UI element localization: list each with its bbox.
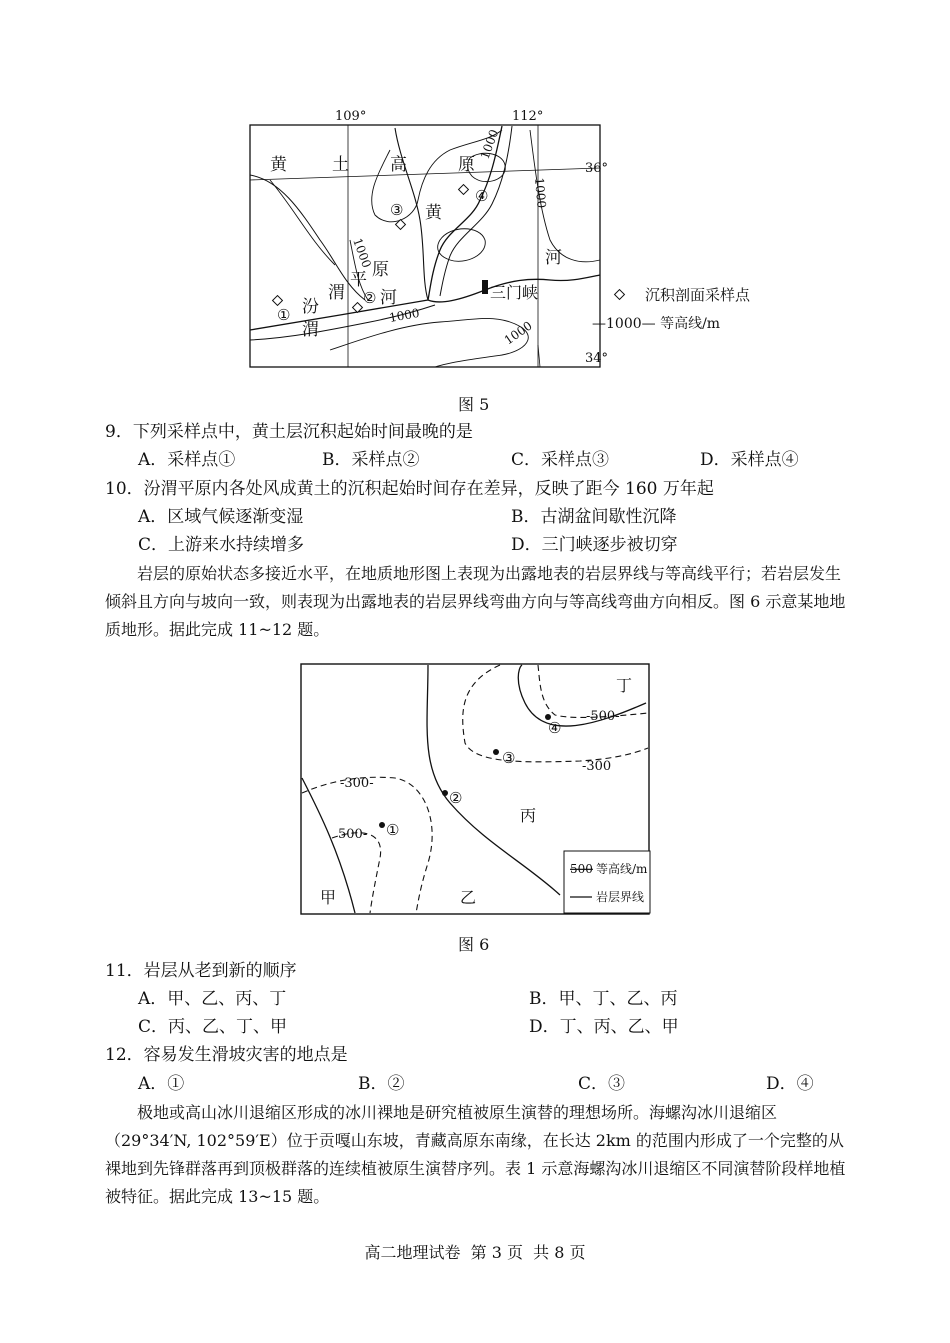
- sanmenxia-marker: [482, 280, 488, 294]
- contour-label-500b: -500-: [586, 709, 620, 724]
- river-huang-label: 黄: [425, 203, 442, 223]
- q9-option-c[interactable]: C．采样点③: [511, 450, 610, 470]
- fig6-point-2: [442, 790, 448, 796]
- q11-option-b[interactable]: B．甲、丁、乙、丙: [529, 989, 678, 1009]
- q11-stem: 11．岩层从老到新的顺序: [105, 961, 297, 981]
- contour-label-a: 1000: [477, 127, 502, 162]
- sample-point-3-label: ③: [390, 201, 404, 219]
- q11-option-d[interactable]: D．丁、丙、乙、甲: [529, 1017, 679, 1037]
- fig6-point-1: [379, 822, 385, 828]
- legend-contour-label: —1000— 等高线/m: [592, 316, 721, 332]
- q9-option-d[interactable]: D．采样点④: [700, 450, 799, 470]
- fig6-legend-contour: 等高线/m: [596, 862, 648, 876]
- layer-yi: 乙: [460, 888, 477, 907]
- plain-char-wei: 渭: [328, 283, 345, 303]
- wei-label: 渭: [302, 320, 319, 340]
- sanmenxia-label: 三门峡: [490, 283, 539, 302]
- figure6-map: [300, 663, 652, 919]
- q12-stem: 12．容易发生滑坡灾害的地点是: [105, 1045, 348, 1065]
- contour-label-b: 1000: [532, 177, 549, 209]
- boundary-yi-bing: [427, 665, 560, 895]
- fig6-point-3: [493, 749, 499, 755]
- contour-loop: [438, 229, 486, 262]
- fig6-point-4-label: ④: [548, 719, 562, 737]
- yellow-river-bank: [440, 126, 512, 296]
- q12-option-d[interactable]: D．④: [766, 1074, 814, 1094]
- layer-bing: 丙: [520, 806, 537, 825]
- page-footer: 高二地理试卷 第 3 页 共 8 页: [364, 1243, 586, 1262]
- loess-char-3: 高: [390, 155, 407, 175]
- fig6-point-3-label: ③: [502, 749, 516, 767]
- q10-option-a[interactable]: A．区域气候逐渐变湿: [138, 507, 304, 527]
- figure5-caption: 图 5: [458, 395, 490, 414]
- contour-label-e: 1000: [501, 318, 535, 348]
- contour-label-500a: 500-: [338, 827, 368, 842]
- fen-label: 汾: [302, 297, 319, 317]
- figure5-map: [240, 100, 800, 375]
- contour-label-300b: -300: [582, 759, 612, 774]
- layer-jia: 甲: [320, 888, 337, 907]
- contour-label-c: 1000: [350, 236, 374, 270]
- river-he-label: 河: [545, 248, 562, 268]
- legend-sample-icon: [615, 290, 625, 300]
- contour-label-300a: -300-: [340, 776, 374, 791]
- loess-char-4: 原: [458, 155, 475, 175]
- sample-point-1-marker: [273, 296, 283, 306]
- sample-point-2-label: ②: [363, 289, 377, 307]
- contour-label-d: 1000: [388, 305, 421, 325]
- fig6-point-2-label: ②: [449, 789, 463, 807]
- lat-36-label: 36°: [585, 161, 609, 176]
- plain-char-yuan: 原: [372, 260, 389, 280]
- fig6-legend-contour-val: 500: [570, 862, 593, 876]
- fig6-legend-boundary: 岩层界线: [596, 890, 645, 904]
- q12-option-a[interactable]: A．①: [138, 1074, 185, 1094]
- figure6-caption: 图 6: [458, 935, 490, 954]
- tributary-w2: [270, 180, 335, 265]
- loess-char-2: 土: [332, 155, 349, 175]
- q9-stem: 9．下列采样点中，黄土层沉积起始时间最晚的是: [105, 422, 473, 442]
- sample-point-1-label: ①: [277, 306, 291, 324]
- q10-option-d[interactable]: D．三门峡逐步被切穿: [511, 535, 678, 555]
- contour-500-west: [332, 833, 381, 913]
- sample-point-4-marker: [459, 185, 469, 195]
- plain-char-he: 河: [380, 288, 397, 308]
- q12-option-c[interactable]: C．③: [578, 1074, 626, 1094]
- fig6-point-1-label: ①: [386, 821, 400, 839]
- intro-q13-15: 极地或高山冰川退缩区形成的冰川裸地是研究植被原生演替的理想场所。海螺沟冰川退缩区（29°34′N, 102°59′E）位于贡嘎山东坡，青藏高原东南缘，在长达 2km 的范围内形成了一个完整的从裸地到先锋群落再到顶极群落的连续植被原生演替序列。表 1 示意海螺沟冰川退缩区不同演替阶段样地植被特征。据此完成 13~15 题。: [105, 1103, 846, 1206]
- q11-option-c[interactable]: C．丙、乙、丁、甲: [138, 1017, 288, 1037]
- loess-char-1: 黄: [270, 155, 287, 175]
- lon-109-label: 109°: [335, 109, 367, 124]
- intro-q11-12: 岩层的原始状态多接近水平，在地质地形图上表现为出露地表的岩层界线与等高线平行；若岩层发生倾斜且方向与坡向一致，则表现为出露地表的岩层界线弯曲方向与等高线弯曲方向相反。图 6 示意某地地质地形。据此完成 11~12 题。: [105, 564, 846, 639]
- yellow-river-main: [428, 126, 600, 302]
- sample-point-4-label: ④: [475, 187, 489, 205]
- lon-112-label: 112°: [512, 109, 544, 124]
- q9-option-b[interactable]: B．采样点②: [322, 450, 420, 470]
- layer-ding: 丁: [616, 676, 633, 695]
- q12-option-b[interactable]: B．②: [358, 1074, 405, 1094]
- contour-1000-south: [330, 318, 528, 367]
- plain-char-ping: 平: [350, 270, 367, 290]
- q11-option-a[interactable]: A．甲、乙、丙、丁: [138, 989, 287, 1009]
- lat-34-label: 34°: [585, 351, 609, 366]
- q10-option-c[interactable]: C．上游来水持续增多: [138, 535, 305, 555]
- q10-option-b[interactable]: B．古湖盆间歇性沉降: [511, 507, 677, 527]
- legend-sample-label: 沉积剖面采样点: [645, 286, 751, 304]
- q10-stem: 10．汾渭平原内各处风成黄土的沉积起始时间存在差异，反映了距今 160 万年起: [105, 479, 714, 499]
- q9-option-a[interactable]: A．采样点①: [138, 450, 236, 470]
